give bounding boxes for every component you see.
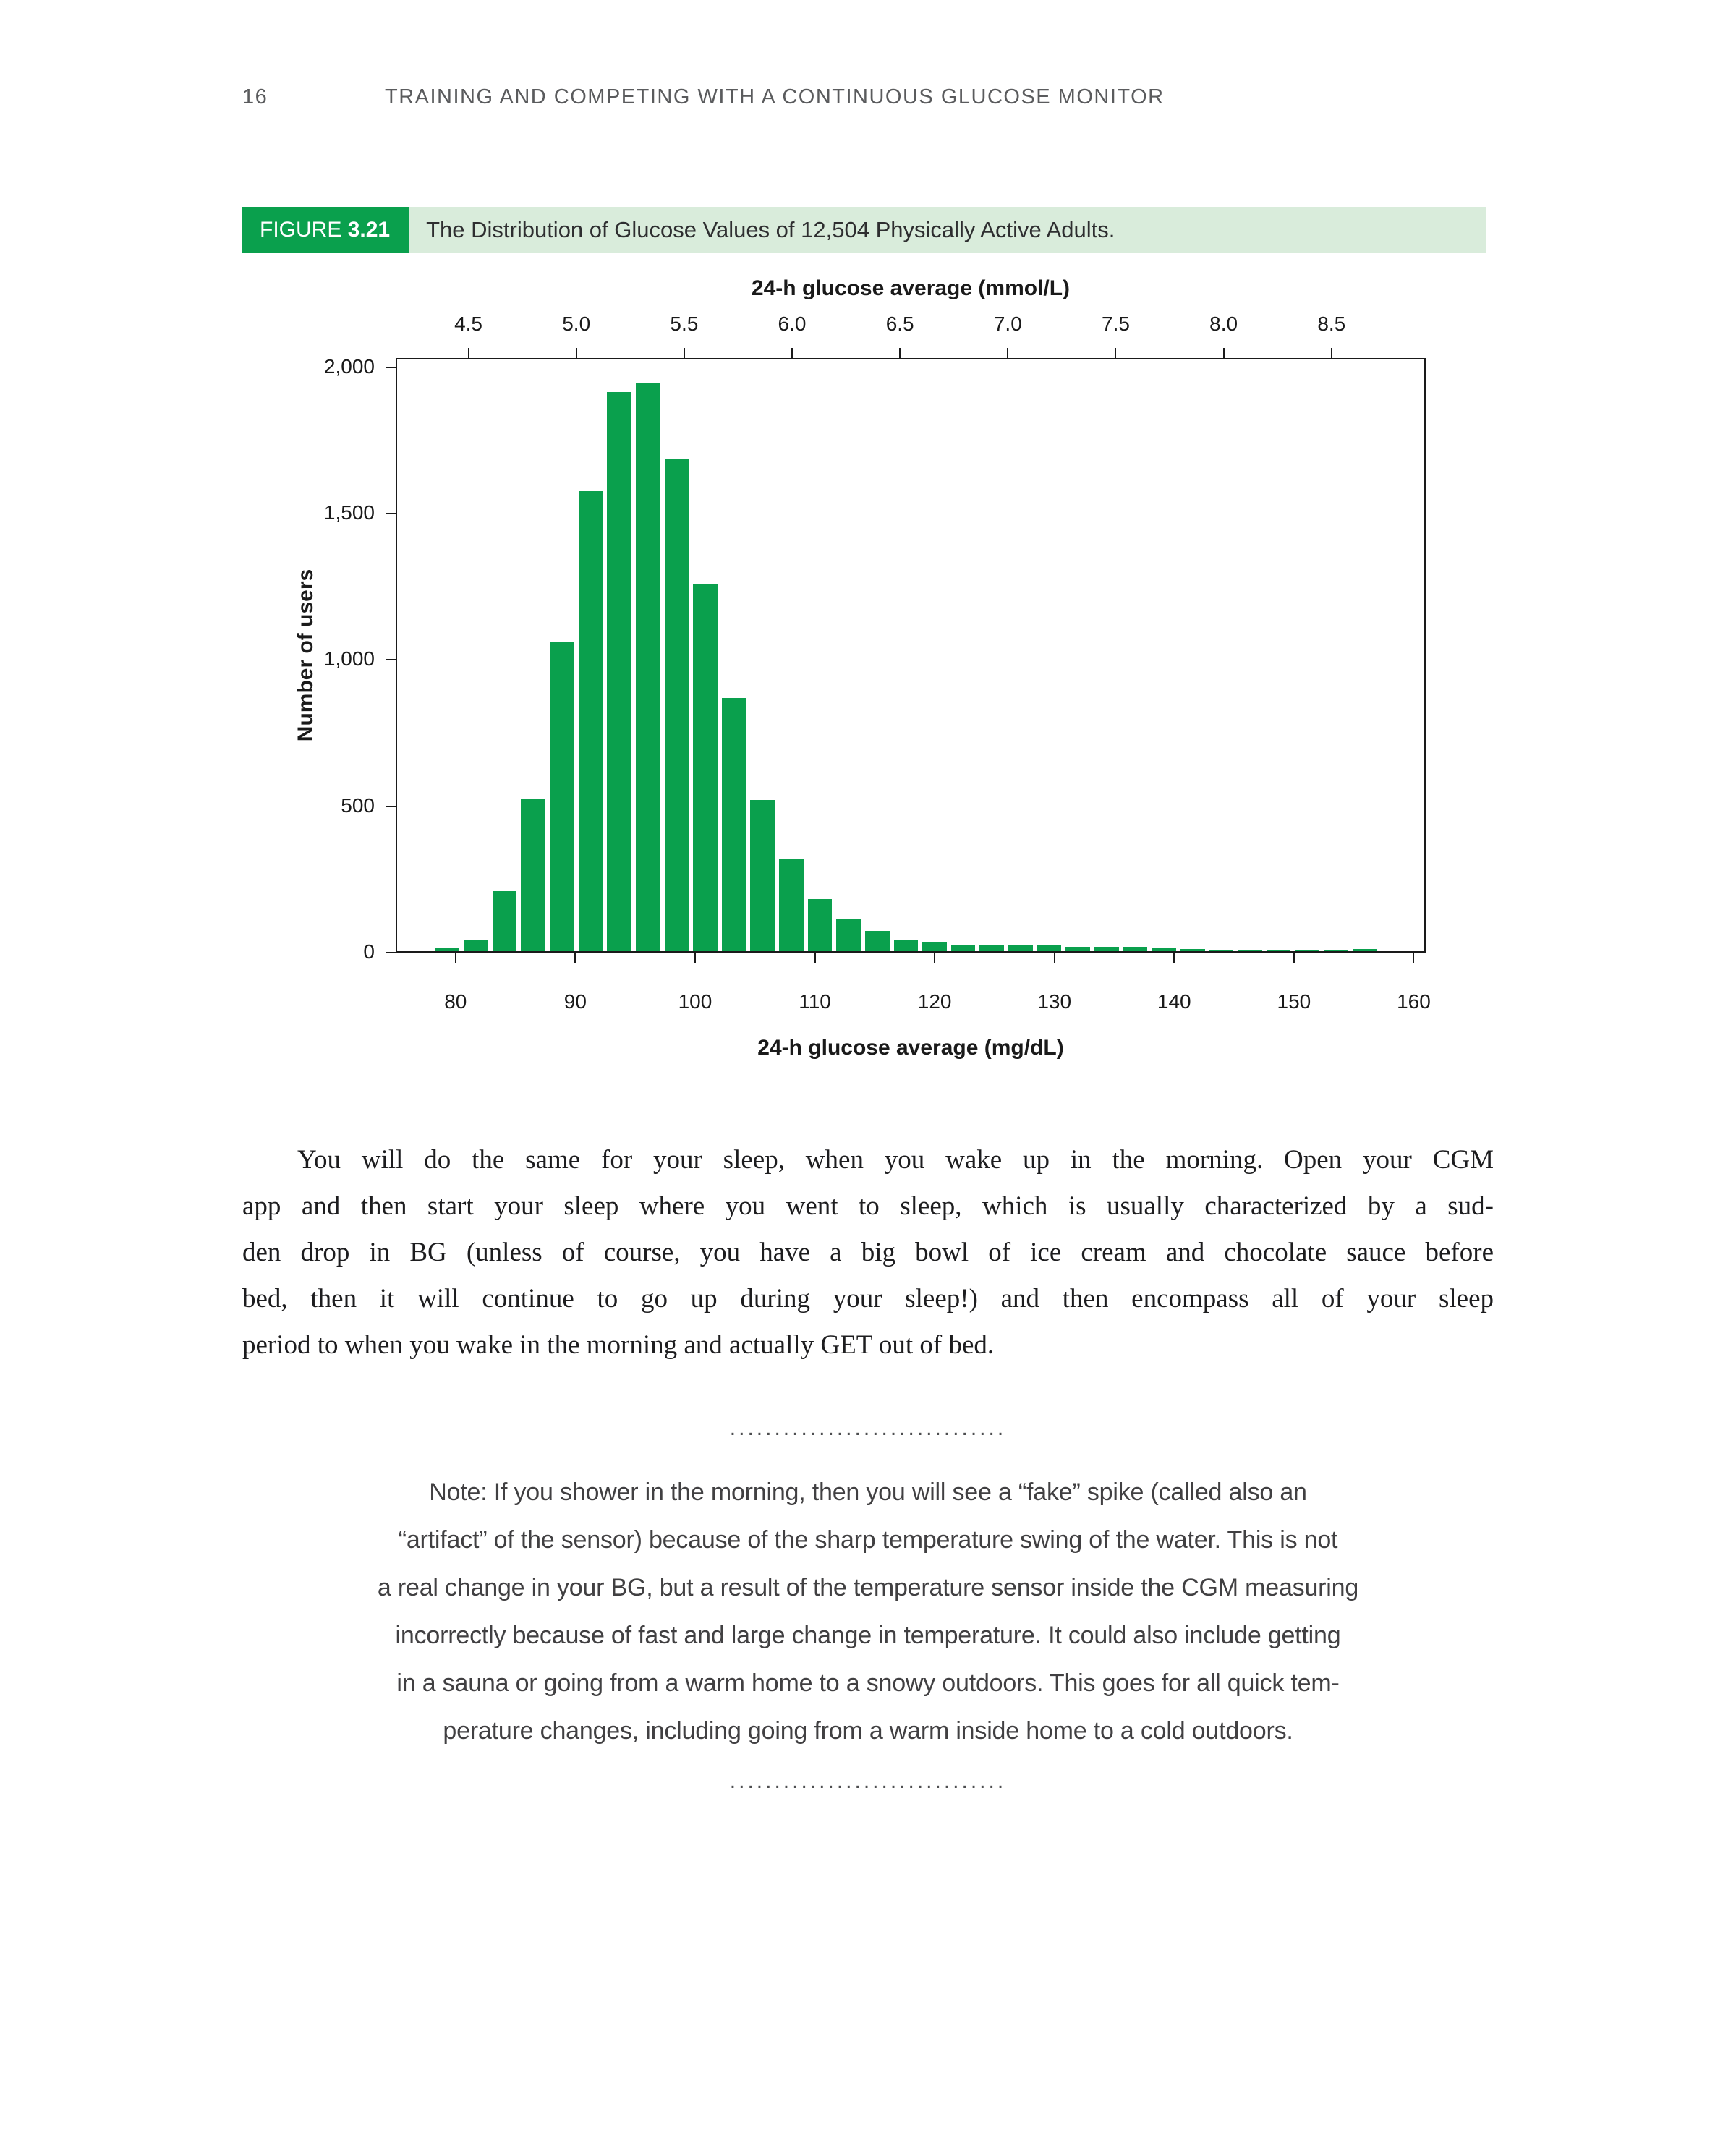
dotted-separator-bottom: ...............................: [729, 1769, 1007, 1793]
body-paragraph: [242, 1137, 1494, 1369]
histogram-bar: [1353, 949, 1377, 951]
y-tick-label: 500: [341, 793, 375, 817]
histogram-bar: [636, 383, 660, 951]
top-tick-label: 8.0: [1209, 312, 1238, 335]
top-tick-label: 8.5: [1317, 312, 1346, 335]
histogram-bar: [865, 931, 890, 951]
top-tick-mark: [576, 348, 577, 358]
histogram-bar: [979, 945, 1004, 951]
x-tick-mark: [1413, 953, 1414, 963]
dotted-separator-top: ...............................: [729, 1416, 1007, 1440]
histogram-chart: [242, 268, 1494, 1085]
histogram-bar: [1065, 947, 1090, 951]
paragraph-line: bed, then it will continue to go up during your sleep!) and then encompass all of your sleep: [242, 1284, 1494, 1314]
running-head: [242, 85, 1544, 114]
histogram-bar: [1238, 950, 1262, 951]
y-tick-mark: [386, 659, 396, 660]
histogram-bar: [1008, 945, 1033, 951]
top-tick-mark: [468, 348, 469, 358]
paragraph-line: den drop in BG (unless of course, you have a big bowl of ice cream and chocolate sauce before: [242, 1238, 1494, 1267]
y-tick-mark: [386, 806, 396, 807]
histogram-bar: [1324, 950, 1348, 951]
paragraph-line: You will do the same for your sleep, when you wake up in the morning. Open your CGM: [297, 1145, 1494, 1175]
top-tick-mark: [684, 348, 685, 358]
histogram-bar: [693, 584, 718, 951]
y-tick-mark: [386, 952, 396, 953]
plot-area: [396, 358, 1426, 953]
histogram-bar: [722, 698, 746, 951]
histogram-bar: [464, 940, 488, 951]
histogram-bar: [1209, 950, 1233, 951]
histogram-bar: [750, 800, 775, 951]
top-axis-tick-marks: [396, 348, 1426, 358]
histogram-bar: [894, 940, 919, 951]
top-tick-label: 5.0: [562, 312, 591, 335]
histogram-bar: [1152, 948, 1176, 951]
top-tick-mark: [899, 348, 901, 358]
histogram-bar: [1267, 950, 1291, 951]
histogram-bar: [951, 945, 976, 951]
histogram-bar: [607, 392, 631, 951]
y-tick-mark: [386, 367, 396, 368]
x-tick-mark: [814, 953, 816, 963]
figure-label-number: 3.21: [347, 218, 391, 242]
x-tick-mark: [574, 953, 576, 963]
x-tick-mark: [1054, 953, 1055, 963]
y-tick-label: 1,000: [323, 647, 375, 671]
top-tick-mark: [1331, 348, 1332, 358]
y-axis-ticks: [242, 268, 396, 1085]
x-tick-label: 160: [1397, 990, 1431, 1013]
histogram-bar: [550, 642, 574, 951]
x-tick-label: 120: [917, 990, 952, 1013]
top-tick-label: 7.0: [993, 312, 1022, 335]
page-number: 16: [242, 85, 268, 108]
histogram-bar: [836, 919, 861, 951]
y-tick-label: 0: [363, 940, 375, 963]
top-tick-mark: [1115, 348, 1116, 358]
histogram-bar: [1295, 950, 1319, 951]
top-tick-label: 6.0: [778, 312, 807, 335]
x-tick-label: 100: [678, 990, 712, 1013]
histogram-bar: [579, 491, 603, 951]
histogram-bar: [922, 942, 947, 951]
top-tick-label: 4.5: [454, 312, 482, 335]
y-axis-label: Number of users: [294, 569, 318, 742]
histogram-bar: [1123, 947, 1148, 951]
histogram-bar: [493, 891, 517, 951]
x-axis-tick-marks: [396, 953, 1426, 963]
x-tick-label: 80: [444, 990, 467, 1013]
y-tick-label: 1,500: [323, 501, 375, 524]
histogram-bar: [521, 799, 545, 951]
histogram-bar: [779, 859, 804, 951]
x-tick-mark: [455, 953, 456, 963]
x-tick-label: 140: [1157, 990, 1191, 1013]
x-tick-label: 130: [1037, 990, 1072, 1013]
x-tick-mark: [1293, 953, 1295, 963]
top-axis-tick-labels: [396, 312, 1426, 337]
histogram-bar: [1180, 949, 1205, 951]
top-axis-label: 24-h glucose average (mmol/L): [751, 276, 1071, 300]
x-tick-mark: [694, 953, 696, 963]
top-tick-label: 6.5: [885, 312, 914, 335]
histogram-bar: [665, 459, 689, 951]
histogram-bar: [808, 899, 833, 951]
x-tick-mark: [934, 953, 935, 963]
top-tick-mark: [1007, 348, 1008, 358]
x-tick-label: 90: [563, 990, 587, 1013]
histogram-bar: [1037, 945, 1062, 951]
figure-caption-row: [242, 207, 1486, 253]
top-tick-label: 5.5: [670, 312, 699, 335]
x-tick-label: 110: [799, 990, 831, 1013]
histogram-bar: [1094, 947, 1119, 951]
top-tick-mark: [791, 348, 793, 358]
figure-caption: The Distribution of Glucose Values of 12,504 Physically Active Adults.: [409, 207, 1486, 253]
x-tick-label: 150: [1277, 990, 1311, 1013]
note-block: Note: If you shower in the morning, then you will see a “fake” spike (called also an “artifact” of the sensor) because of the sharp temperature swing of the water. This is not a real change in your BG, but a result of the temperature sensor inside the CGM measuring incorrectly because of fast and large change in temperature. It could also include getting in a sauna or going from a warm home to a snowy outdoors. This goes for all quick tem- perature changes, including going from a warm inside home to a cold outdoors.: [377, 1478, 1359, 1745]
x-tick-mark: [1173, 953, 1175, 963]
top-tick-label: 7.5: [1102, 312, 1130, 335]
figure-label-prefix: FIGURE: [260, 218, 342, 242]
figure-label: [242, 207, 409, 253]
histogram-bar: [435, 948, 460, 951]
x-axis-tick-labels: [396, 990, 1431, 1015]
x-axis-label: 24-h glucose average (mg/dL): [757, 1036, 1064, 1060]
y-tick-mark: [386, 513, 396, 514]
paragraph-line: period to when you wake in the morning and actually GET out of bed.: [242, 1330, 995, 1360]
paragraph-line: app and then start your sleep where you went to sleep, which is usually characterized by a sud-: [242, 1191, 1494, 1221]
top-tick-mark: [1223, 348, 1225, 358]
running-head-title: TRAINING AND COMPETING WITH A CONTINUOUS GLUCOSE MONITOR: [385, 85, 1165, 108]
y-tick-label: 2,000: [323, 354, 375, 378]
